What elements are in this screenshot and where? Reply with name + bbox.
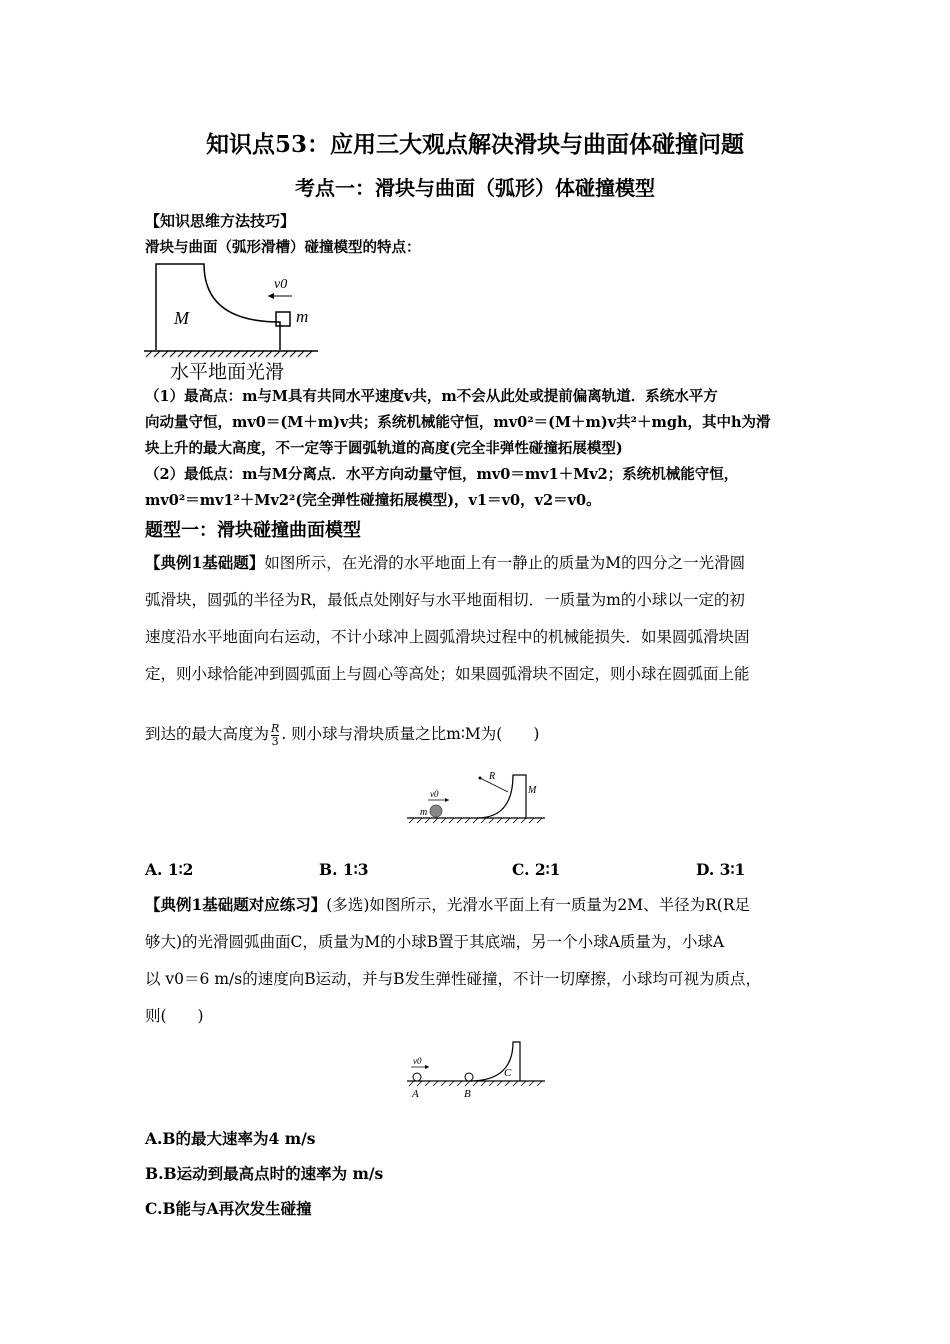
point2-line2: mv0²＝mv1²＋Mv2²(完全弹性碰撞拓展模型)，v1＝v0，v2＝v0。 [145, 492, 601, 509]
example2-text [145, 886, 810, 1035]
example1-line3: 速度沿水平地面向右运动，不计小球冲上圆弧滑块过程中的机械能损失．如果圆弧滑块固 [145, 628, 750, 646]
example1-line5b: . 则小球与滑块质量之比m∶M为( ) [281, 725, 540, 743]
curve-C-label: C [504, 1067, 512, 1079]
mass-M-label: M [528, 785, 537, 796]
example1-line2: 弧滑块，圆弧的半径为R，最低点处刚好与水平地面相切．一质量为m的小球以一定的初 [145, 591, 745, 609]
v0-label: v0 [274, 277, 288, 292]
option-a: A. 1∶2 [145, 860, 194, 879]
ball-B-label: B [464, 1088, 471, 1100]
slider-curve-figure [140, 260, 330, 385]
example2-line1: (多选)如图所示，光滑水平面上有一质量为2M、半径为R(R足 [326, 896, 751, 914]
point2 [145, 462, 810, 514]
example2-line3: 以 v0＝6 m/s的速度向B运动，并与B发生弹性碰撞，不计一切摩擦，小球均可视为质点， [145, 970, 761, 988]
ex2-option-a: A.B的最大速率为4 m/s [145, 1129, 316, 1148]
section-heading: 【知识思维方法技巧】 [145, 212, 296, 230]
page-subtitle: 考点一：滑块与曲面（弧形）体碰撞模型 [295, 176, 655, 200]
example2-tag: 【典例1基础题对应练习】 [145, 895, 327, 914]
example1-figure [405, 765, 550, 827]
v0-label: v0 [430, 789, 439, 799]
example2-figure [405, 1040, 550, 1102]
ex2-option-c: C.B能与A再次发生碰撞 [145, 1199, 312, 1218]
page-title: 知识点53：应用三大观点解决滑块与曲面体碰撞问题 [205, 131, 744, 158]
point1-line3: 块上升的最大高度，不一定等于圆弧轨道的高度(完全非弹性碰撞拓展模型) [145, 440, 623, 457]
fraction-numerator: R [271, 721, 280, 735]
ball-A-label: A [412, 1088, 419, 1100]
point1 [145, 384, 810, 462]
option-c: C. 2∶1 [512, 860, 561, 879]
fraction [271, 723, 279, 748]
fraction-denominator: 3 [271, 734, 279, 748]
point1-line1: （1）最高点：m与M具有共同水平速度v共，m不会从此处或提前偏离轨道．系统水平方 [145, 388, 718, 405]
mass-m-label: m [420, 807, 428, 818]
point1-line2: 向动量守恒，mv0＝(M＋m)v共；系统机械能守恒，mv0²＝(M＋m)v共²＋mgh，其中h为滑 [145, 414, 771, 431]
question-type-heading: 题型一：滑块碰撞曲面模型 [145, 520, 361, 541]
example2-line2: 够大)的光滑圆弧曲面C，质量为M的小球B置于其底端，另一个小球A质量为，小球A [145, 933, 725, 951]
radius-label: R [489, 771, 496, 782]
mass-M-label: M [174, 308, 189, 328]
example1-line5 [145, 716, 810, 753]
option-b: B. 1∶3 [319, 860, 369, 879]
v0-label: v0 [413, 1056, 422, 1066]
mass-m-label: m [296, 307, 309, 326]
example1-line5a: 到达的最大高度为 [145, 725, 270, 743]
intro-text: 滑块与曲面（弧形滑槽）碰撞模型的特点： [145, 239, 421, 256]
example1-text [145, 544, 810, 693]
option-d: D. 3∶1 [696, 860, 746, 879]
example2-line4: 则( ) [145, 1007, 204, 1025]
example1-line4: 定，则小球恰能冲到圆弧面上与圆心等高处；如果圆弧滑块不固定，则小球在圆弧面上能 [145, 665, 750, 683]
point2-line1: （2）最低点：m与M分离点．水平方向动量守恒，mv0＝mv1＋Mv2；系统机械能守恒， [145, 466, 739, 483]
ex2-option-b: B.B运动到最高点时的速率为 m/s [145, 1164, 384, 1183]
example1-tag: 【典例1基础题】 [145, 553, 265, 572]
figure-caption: 水平地面光滑 [170, 362, 285, 383]
example1-line1: 如图所示，在光滑的水平地面上有一静止的质量为M的四分之一光滑圆 [264, 554, 746, 572]
